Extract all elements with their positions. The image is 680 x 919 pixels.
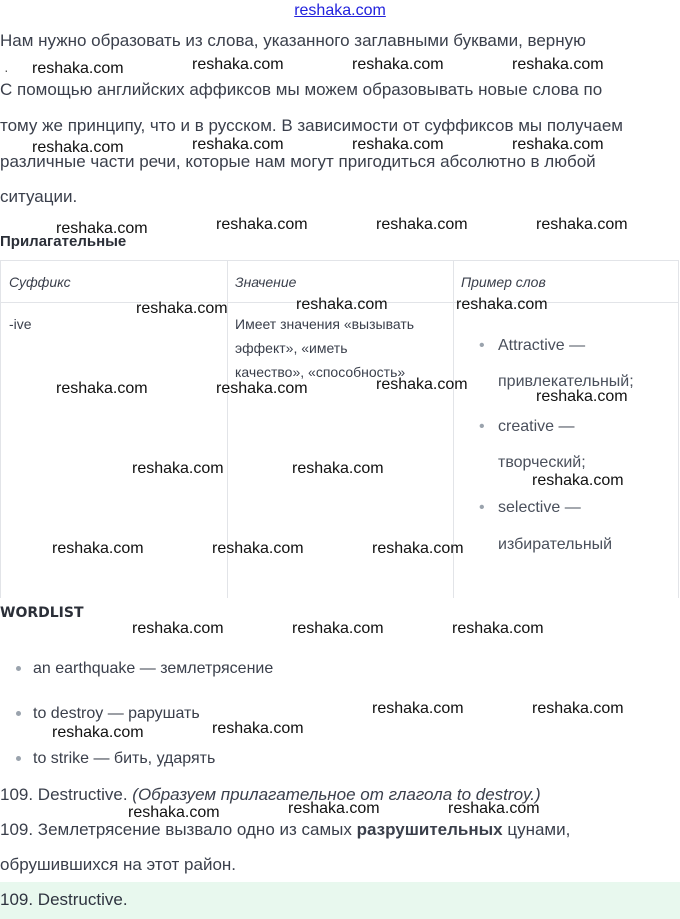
watermark: reshaka.com xyxy=(352,56,444,73)
watermark: reshaka.com xyxy=(292,620,384,637)
watermark: reshaka.com xyxy=(296,296,388,313)
example-bullet: • xyxy=(479,499,485,516)
solution-text: 109. Землетрясение вызвало одно из самых xyxy=(0,820,357,839)
example-word-1: Attractive — xyxy=(498,337,586,354)
table-header-meaning: Значение xyxy=(235,274,297,290)
wordlist-item-text: an earthquake — землетрясение xyxy=(33,660,274,677)
wordlist-title: WORDLIST xyxy=(0,605,84,621)
watermark: reshaka.com xyxy=(192,56,284,73)
answer-box xyxy=(0,882,680,919)
example-translation-3: избирательный xyxy=(498,536,613,553)
example-translation-2: творческий; xyxy=(498,454,586,471)
table-header-examples: Пример слов xyxy=(461,274,546,290)
intro-line-4: различные части речи, которые нам могут пригодиться абсолютно в любой xyxy=(0,152,596,171)
watermark: reshaka.com xyxy=(32,60,124,77)
watermark: reshaka.com xyxy=(56,220,148,237)
watermark: reshaka.com xyxy=(216,380,308,397)
watermark: reshaka.com xyxy=(512,136,604,153)
watermark: reshaka.com xyxy=(532,472,624,489)
table-cell-meaning-2: эффект», «иметь xyxy=(235,340,348,356)
example-translation-1: привлекательный; xyxy=(498,373,634,390)
solution-line-2 xyxy=(0,820,570,840)
solution-text: цунами, xyxy=(502,820,571,839)
table-cell-meaning-3: качество», «способность» xyxy=(235,364,406,380)
watermark: reshaka.com xyxy=(52,540,144,557)
watermark: reshaka.com xyxy=(292,460,384,477)
wordlist-item xyxy=(16,705,200,723)
wordlist-item xyxy=(16,750,215,768)
intro-line-1: Нам нужно образовать из слова, указанного заглавными буквами, верную xyxy=(0,31,586,50)
wordlist-item xyxy=(16,660,273,678)
watermark: reshaka.com xyxy=(56,380,148,397)
table-header-suffix: Суффикс xyxy=(9,274,71,290)
watermark: reshaka.com xyxy=(216,216,308,233)
intro-line-2: С помощью английских аффиксов мы можем образовывать новые слова по xyxy=(0,80,603,99)
table-cell-meaning-1: Имеет значения «вызывать xyxy=(235,316,415,332)
example-bullet: • xyxy=(479,418,485,435)
watermark: reshaka.com xyxy=(376,216,468,233)
watermark: reshaka.com xyxy=(456,296,548,313)
section-heading: Прилагательные xyxy=(0,233,127,250)
bullet-icon xyxy=(16,711,21,716)
intro-line-3: тому же принципу, что и в русском. В зависимости от суффиксов мы получаем xyxy=(0,116,623,135)
watermark: reshaka.com xyxy=(212,720,304,737)
watermark: reshaka.com xyxy=(512,56,604,73)
site-link[interactable]: reshaka.com xyxy=(294,2,386,19)
watermark: reshaka.com xyxy=(136,300,228,317)
example-word-2: creative — xyxy=(498,418,575,435)
example-word-3: selective — xyxy=(498,499,581,516)
watermark: reshaka.com xyxy=(52,724,144,741)
watermark: reshaka.com xyxy=(536,216,628,233)
watermark: reshaka.com xyxy=(372,540,464,557)
answer-text: 109. Destructive. xyxy=(0,890,128,909)
watermark: reshaka.com xyxy=(132,460,224,477)
watermark: reshaka.com xyxy=(32,139,124,156)
watermark: reshaka.com xyxy=(288,800,380,817)
table-cell-suffix: -ive xyxy=(9,316,32,332)
watermark: reshaka.com xyxy=(128,804,220,821)
watermark: reshaka.com xyxy=(192,136,284,153)
example-bullet: • xyxy=(479,337,485,354)
watermark: reshaka.com xyxy=(376,376,468,393)
watermark: reshaka.com xyxy=(132,620,224,637)
watermark: reshaka.com xyxy=(452,620,544,637)
solution-note: (Образуем прилагательное от глагола to destroy.) xyxy=(132,785,541,804)
bullet-icon xyxy=(16,666,21,671)
intro-line-5: ситуации. xyxy=(0,187,78,206)
watermark: reshaka.com xyxy=(212,540,304,557)
wordlist-item-text: to destroy — рарушать xyxy=(33,705,200,722)
solution-bold-word: разрушительных xyxy=(356,820,503,839)
bullet-dot: · xyxy=(4,62,9,78)
watermark: reshaka.com xyxy=(352,136,444,153)
watermark: reshaka.com xyxy=(532,700,624,717)
watermark: reshaka.com xyxy=(536,388,628,405)
watermark: reshaka.com xyxy=(372,700,464,717)
watermark: reshaka.com xyxy=(448,800,540,817)
bullet-icon xyxy=(16,756,21,761)
wordlist-item-text: to strike — бить, ударять xyxy=(33,750,216,767)
solution-answer-word: 109. Destructive. xyxy=(0,785,133,804)
solution-line-3: обрушившихся на этот район. xyxy=(0,855,237,874)
